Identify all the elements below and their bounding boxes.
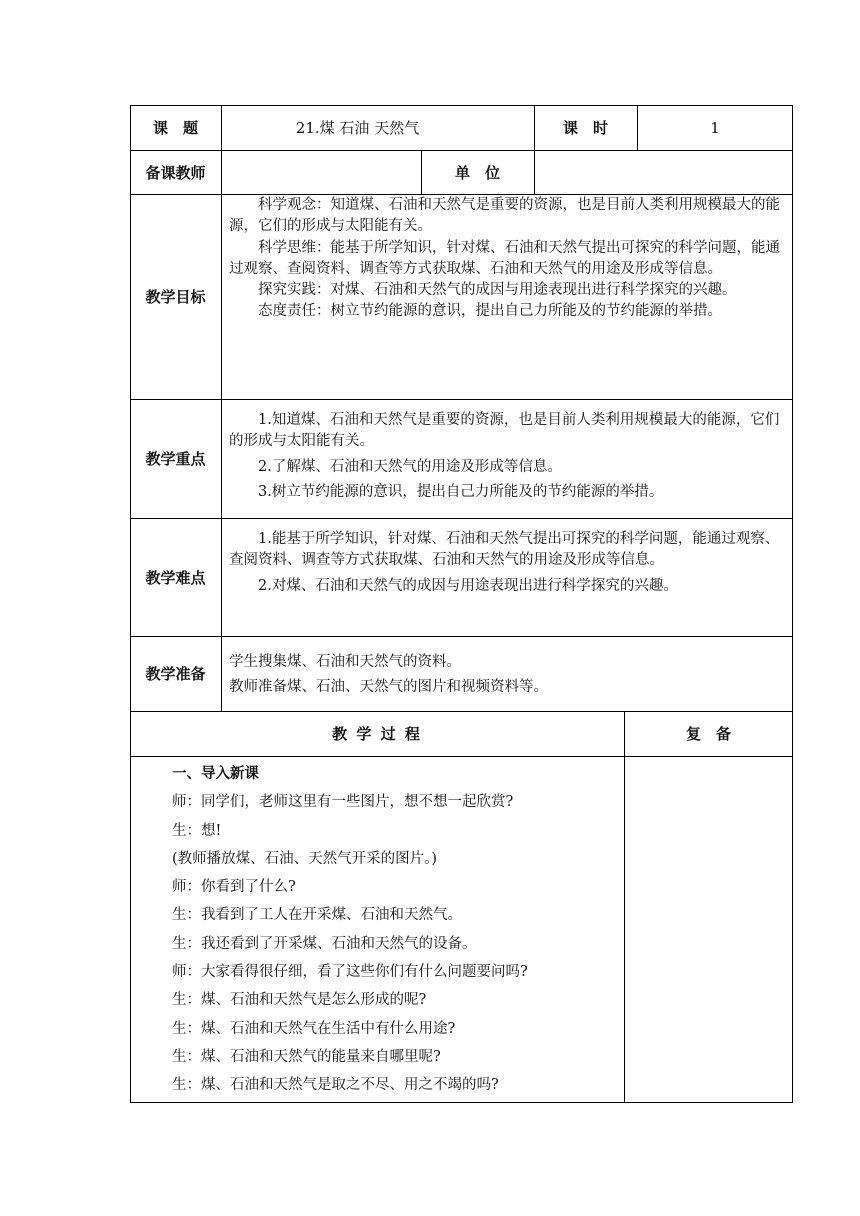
teacher-value: [221, 150, 421, 194]
dialogue-line: 生：煤、石油和天然气是取之不尽、用之不竭的吗?: [172, 1077, 499, 1094]
objective-paragraph: 探究实践：对煤、石油和天然气的成因与用途表现出进行科学探究的兴趣。: [258, 282, 737, 299]
difficulties-label: 教学难点: [145, 568, 206, 587]
dialogue-line: 生：我看到了工人在开采煤、石油和天然气。: [172, 907, 462, 924]
objective-paragraph: 科学观念：知道煤、石油和天然气是重要的资源，也是目前人类利用规模最大的能源，它们的形成与太阳能有关。: [229, 197, 780, 235]
section-title: 一、导入新课: [172, 766, 259, 782]
hours-label: 课 时: [562, 119, 608, 137]
preparation-line: 教师准备煤、石油、天然气的图片和视频资料等。: [229, 679, 548, 695]
key-points-label: 教学重点: [145, 450, 206, 468]
key-point-item: 3.树立节约能源的意识，提出自己力所能及的节约能源的举措。: [258, 483, 664, 500]
dialogue-line: 生：想!: [172, 822, 222, 839]
unit-label: 单 位: [454, 163, 500, 182]
column-divider: [221, 105, 222, 711]
row-divider: [130, 756, 793, 757]
column-divider: [624, 711, 625, 1103]
difficulties-content: [229, 529, 786, 597]
key-point-item: 2.了解煤、石油和天然气的用途及形成等信息。: [258, 458, 562, 475]
unit-value: [534, 150, 793, 194]
dialogue-line: 师：同学们，老师这里有一些图片，想不想一起欣赏?: [172, 794, 514, 811]
key-points-content: [229, 410, 786, 503]
dialogue-line: 师：大家看得很仔细，看了这些你们有什么问题要问吗?: [172, 964, 528, 981]
review-header: 复 备: [685, 725, 731, 743]
topic-value: 21.煤 石油 天然气: [295, 119, 420, 137]
hours-value: 1: [710, 118, 720, 137]
process-content: [172, 760, 617, 1100]
preparation-content: [229, 650, 786, 700]
row-divider: [130, 636, 793, 637]
process-header: 教 学 过 程: [332, 725, 422, 743]
objective-paragraph: 态度责任：树立节约能源的意识，提出自己力所能及的节约能源的举措。: [258, 303, 722, 320]
objectives-content: [229, 195, 786, 323]
difficulty-item: 1.能基于所学知识，针对煤、石油和天然气提出可探究的科学问题，能通过观察、查阅资料、调查等方式获取煤、石油和天然气的用途及形成等信息。: [229, 531, 780, 569]
difficulty-item: 2.对煤、石油和天然气的成因与用途表现出进行科学探究的兴趣。: [258, 577, 678, 594]
preparation-line: 学生搜集煤、石油和天然气的资料。: [229, 654, 461, 670]
row-divider: [130, 518, 793, 519]
dialogue-line: 生：煤、石油和天然气在生活中有什么用途?: [172, 1020, 456, 1037]
key-point-item: 1.知道煤、石油和天然气是重要的资源，也是目前人类利用规模最大的能源，它们的形成与太阳能有关。: [229, 412, 780, 450]
preparation-label: 教学准备: [145, 665, 206, 683]
dialogue-line: 生：煤、石油和天然气的能量来自哪里呢?: [172, 1048, 441, 1065]
dialogue-line: (教师播放煤、石油、天然气开采的图片。): [172, 850, 438, 867]
objectives-label: 教学目标: [145, 288, 206, 306]
topic-label: 课 题: [152, 119, 198, 137]
dialogue-line: 师：你看到了什么?: [172, 879, 296, 896]
dialogue-line: 生：煤、石油和天然气是怎么形成的呢?: [172, 992, 427, 1009]
row-divider: [130, 399, 793, 400]
teacher-label: 备课教师: [145, 163, 206, 182]
dialogue-line: 生：我还看到了开采煤、石油和天然气的设备。: [172, 935, 477, 952]
objective-paragraph: 科学思维：能基于所学知识，针对煤、石油和天然气提出可探究的科学问题，能通过观察、查阅资料、调查等方式获取煤、石油和天然气的用途及形成等信息。: [229, 239, 780, 277]
